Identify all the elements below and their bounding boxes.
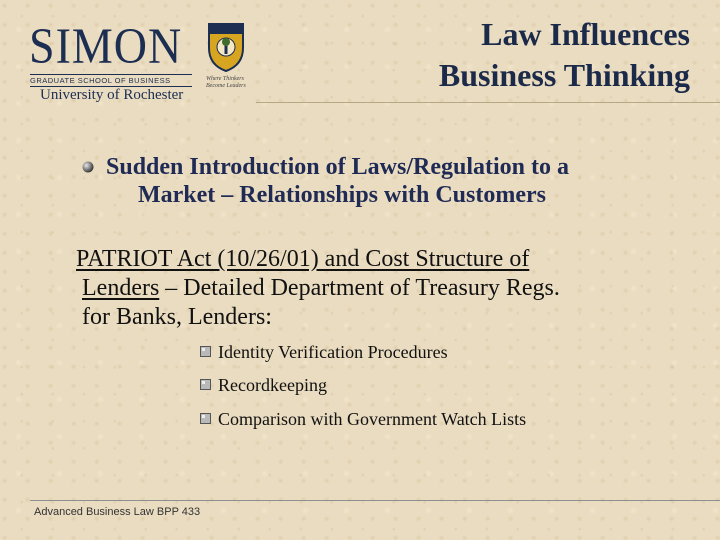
patriot-act-paragraph xyxy=(76,245,676,332)
square-bullet-icon xyxy=(200,346,211,357)
logo-university-name: University of Rochester xyxy=(40,87,184,103)
logo-wordmark: SIMON xyxy=(29,17,183,74)
slide-title-line-2: Business Thinking xyxy=(438,57,690,93)
main-bullet-line-1: Sudden Introduction of Laws/Regulation to a xyxy=(106,154,569,180)
list-item-label: Recordkeeping xyxy=(218,375,327,395)
patriot-act-link[interactable]: PATRIOT Act (10/26/01) and Cost Structure of xyxy=(76,246,530,272)
slide-title-line-1: Law Influences xyxy=(481,16,690,52)
footer-course-label: Advanced Business Law BPP 433 xyxy=(34,506,201,518)
footer-divider xyxy=(30,500,720,501)
logo-school-name: GRADUATE SCHOOL OF BUSINESS xyxy=(30,76,171,85)
square-bullet-icon xyxy=(200,413,211,424)
round-bullet-icon xyxy=(82,161,94,173)
lenders-link[interactable]: Lenders xyxy=(82,275,160,301)
square-bullet-icon xyxy=(200,379,211,390)
university-crest-icon xyxy=(206,21,246,73)
simon-logo xyxy=(26,18,256,104)
logo-rule xyxy=(30,74,192,75)
logo-motto: Where Thinkers Become Leaders xyxy=(206,76,246,89)
list-item-label: Comparison with Government Watch Lists xyxy=(218,409,527,429)
paragraph-line-3: for Banks, Lenders: xyxy=(82,304,272,330)
main-bullet-text xyxy=(106,153,666,209)
slide-title xyxy=(370,14,690,96)
list-item-label: Identity Verification Procedures xyxy=(218,342,448,362)
title-divider xyxy=(256,102,720,103)
paragraph-line-2-text: – Detailed Department of Treasury Regs. xyxy=(159,275,560,301)
main-bullet-line-2: Market – Relationships with Customers xyxy=(138,182,546,208)
